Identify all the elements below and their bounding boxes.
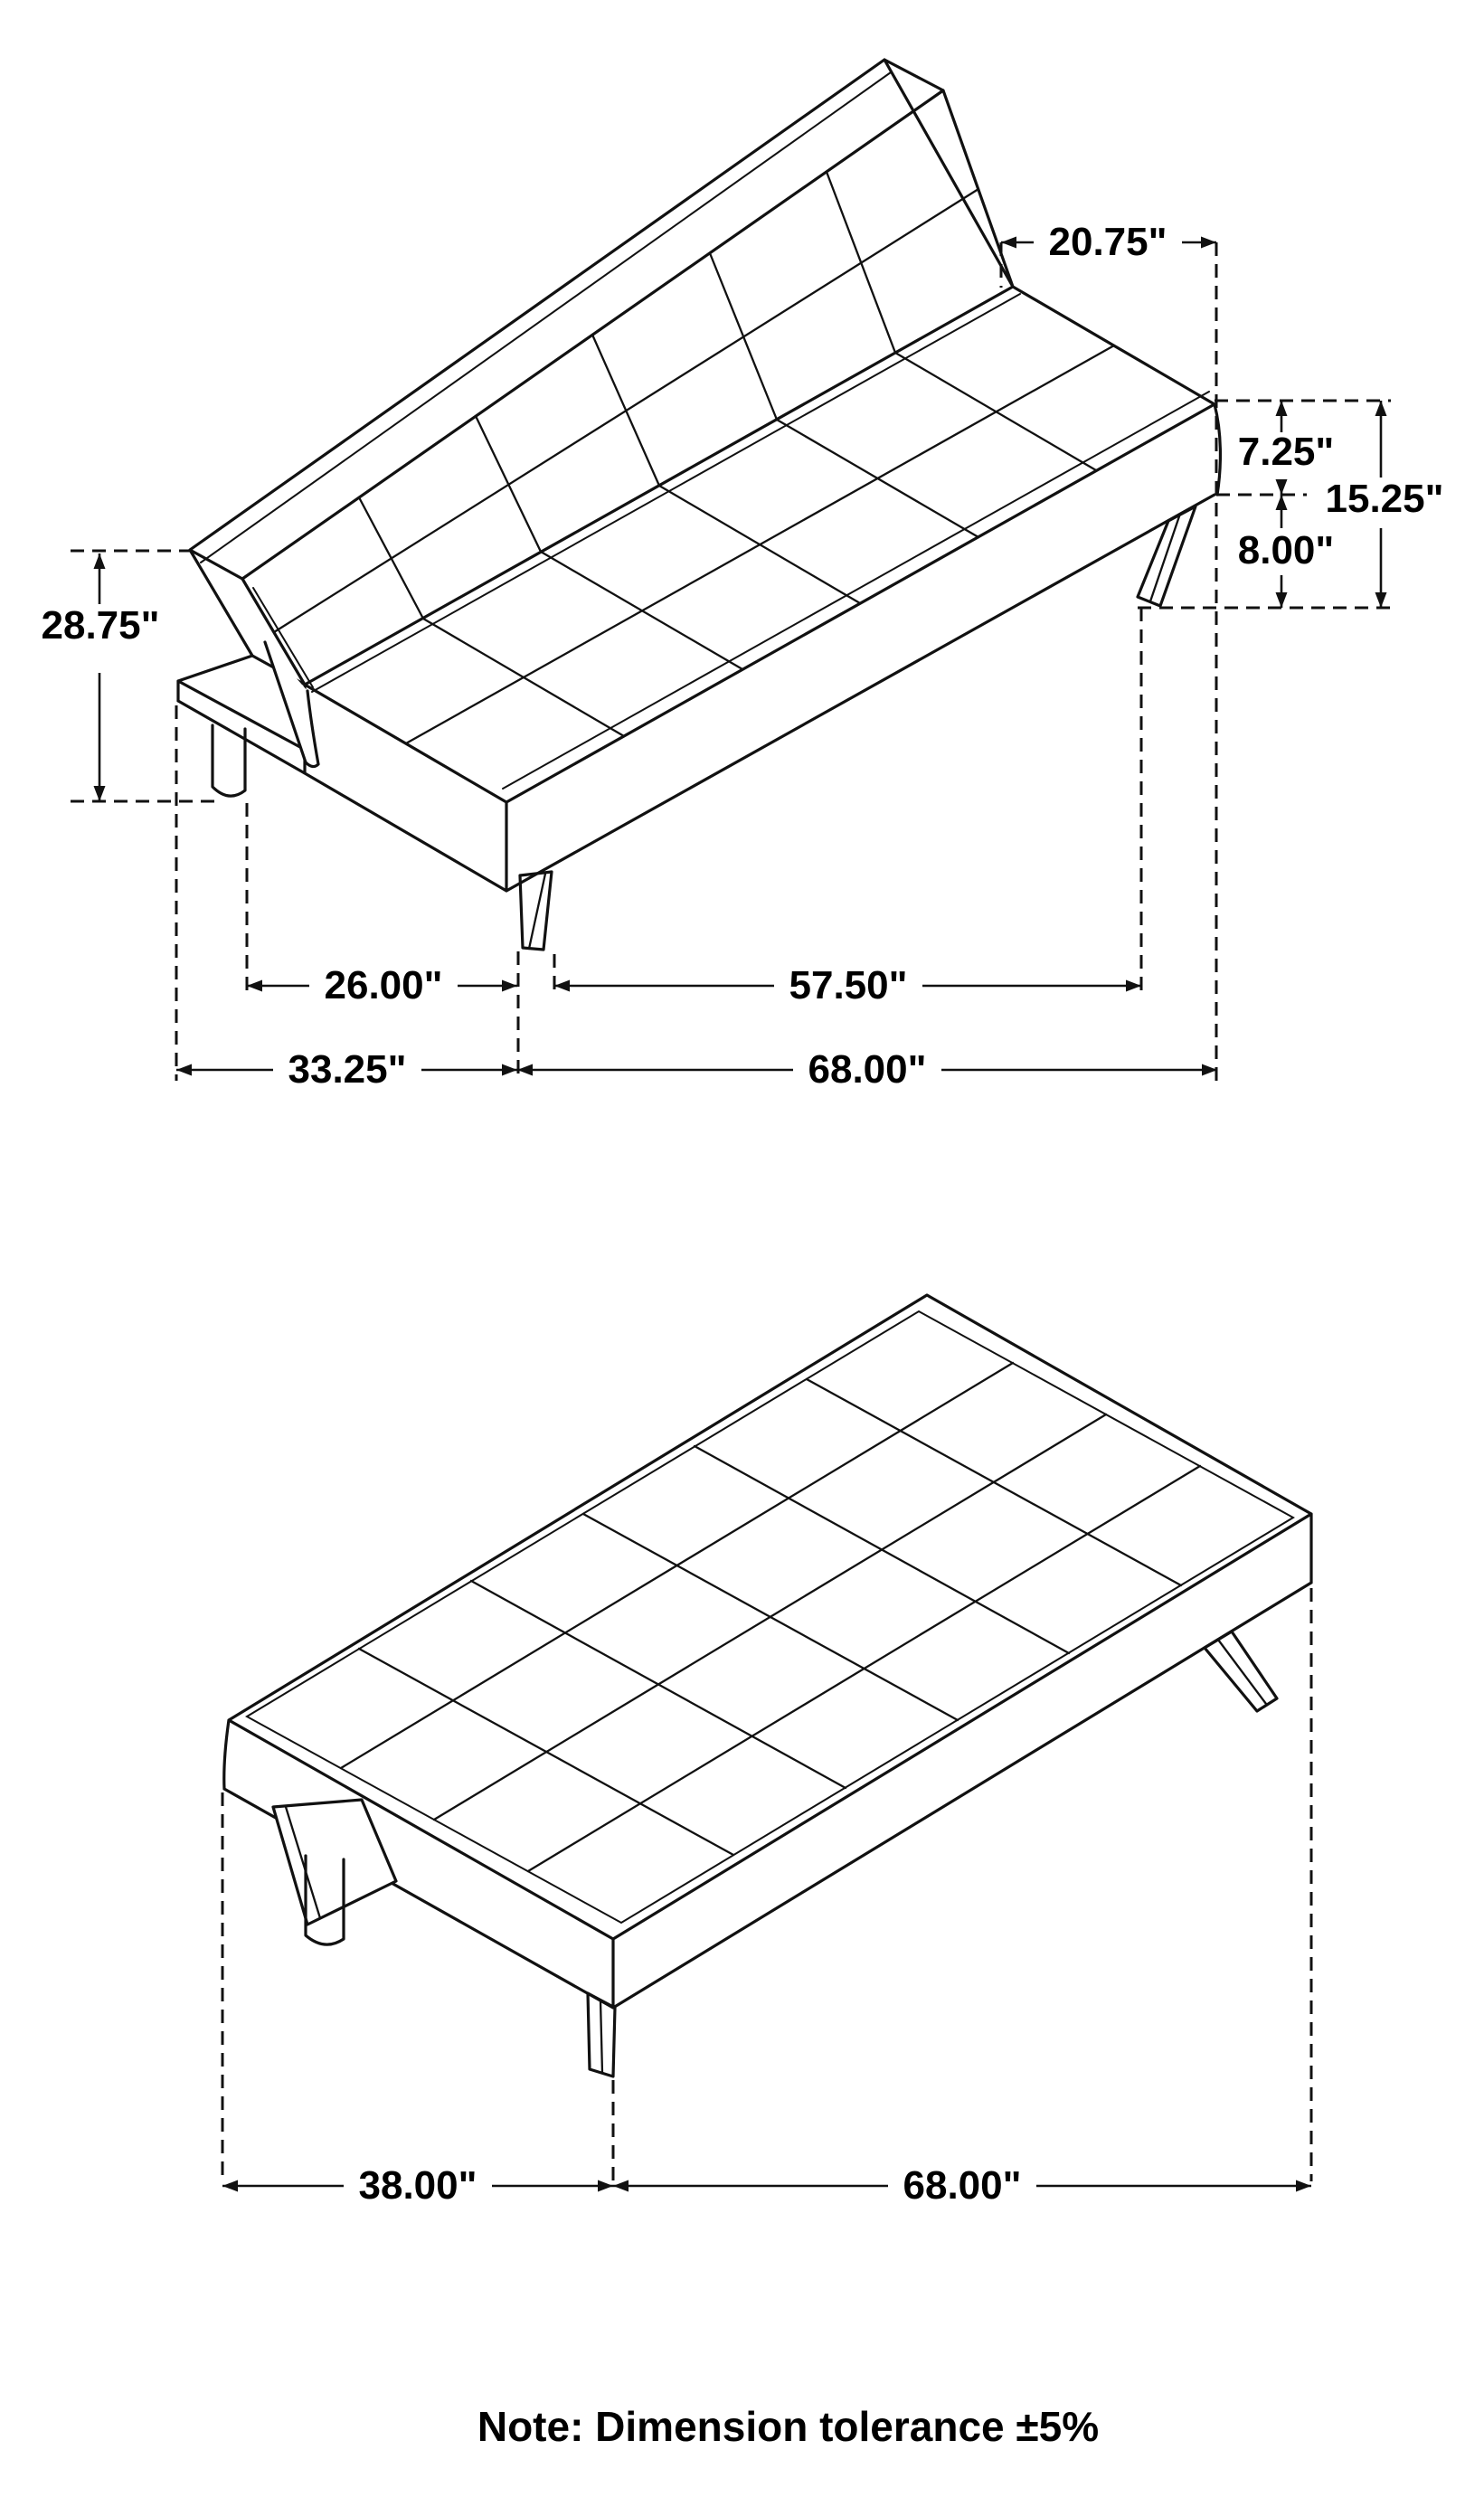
dimension-arrowheads xyxy=(94,237,1387,2192)
dim-flat-width: 38.00" xyxy=(358,2163,477,2208)
extension-dashed-lines xyxy=(71,242,1391,2181)
dim-front-leg-spacing: 26.00" xyxy=(324,963,443,1007)
backrest-tufting-grid xyxy=(274,172,1114,743)
mattress-tufting-grid xyxy=(341,1363,1200,1871)
dim-total-depth: 33.25" xyxy=(288,1047,407,1092)
flat-flap-fill xyxy=(273,1800,396,1925)
dim-side-leg-spacing: 57.50" xyxy=(789,963,908,1007)
dim-flat-length: 68.00" xyxy=(903,2163,1022,2208)
dim-backrest-top-depth: 20.75" xyxy=(1048,220,1167,264)
futon-flat-figure xyxy=(224,1295,1311,2076)
tolerance-note: Note: Dimension tolerance ±5% xyxy=(477,2403,1100,2450)
sofa-leg-detail-lines xyxy=(529,514,1180,949)
dim-back-height: 28.75" xyxy=(41,603,160,648)
dim-seat-thickness: 7.25" xyxy=(1237,430,1335,474)
flat-leg-detail-lines xyxy=(600,1640,1266,2073)
futon-upright-figure xyxy=(178,60,1220,950)
upholstery-piping-lines xyxy=(201,72,1209,789)
dimension-labels xyxy=(42,220,1444,2208)
dimension-lines xyxy=(71,237,1391,2192)
flat-legs xyxy=(306,1632,1277,2076)
dim-seat-height: 15.25" xyxy=(1325,477,1444,521)
sofa-legs xyxy=(213,506,1196,950)
dim-total-length: 68.00" xyxy=(808,1047,927,1092)
dim-leg-height: 8.00" xyxy=(1237,528,1335,572)
